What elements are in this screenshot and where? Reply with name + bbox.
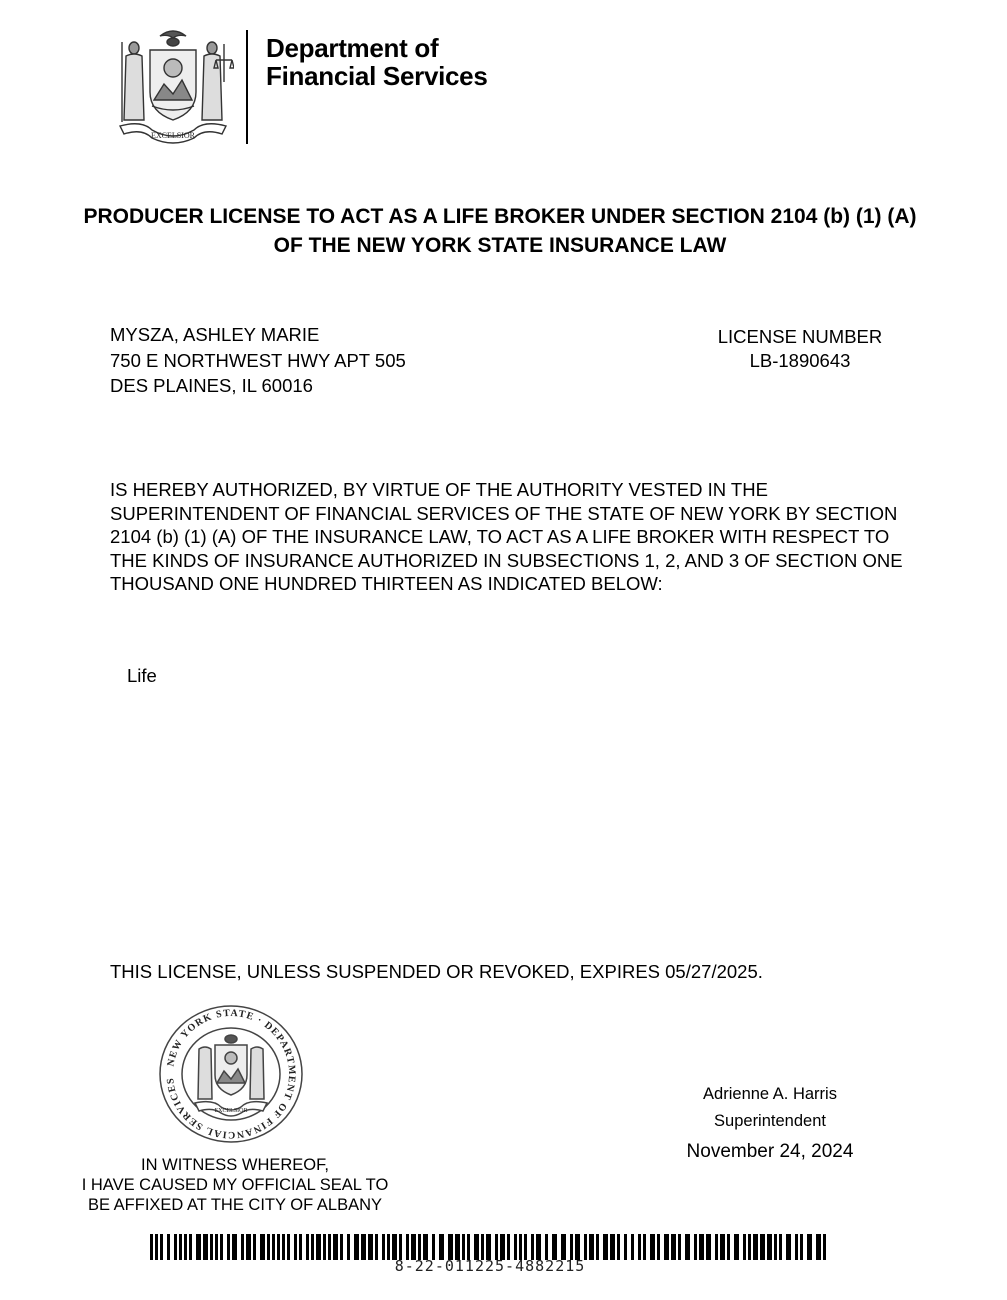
licensee-name: MYSZA, ASHLEY MARIE bbox=[110, 324, 320, 345]
license-title-line2: OF THE NEW YORK STATE INSURANCE LAW bbox=[273, 234, 727, 257]
authorization-line: IS HEREBY AUTHORIZED, BY VIRTUE OF THE AUTHORITY VESTED IN THE bbox=[110, 479, 768, 500]
issue-date: November 24, 2024 bbox=[686, 1141, 854, 1162]
authorization-line: THE KINDS OF INSURANCE AUTHORIZED IN SUBSECTIONS 1, 2, AND 3 OF SECTION ONE bbox=[110, 549, 903, 571]
barcode-number: 8-22-011225-4882215 bbox=[394, 1257, 586, 1275]
signature-block bbox=[650, 1082, 890, 1168]
nys-dfs-official-seal bbox=[157, 1003, 305, 1145]
signer-title: Superintendent bbox=[714, 1112, 826, 1130]
line-of-authority: Life bbox=[127, 665, 157, 686]
witness-line2: I HAVE CAUSED MY OFFICIAL SEAL TO bbox=[81, 1176, 389, 1194]
expiry-statement: THIS LICENSE, UNLESS SUSPENDED OR REVOKED, EXPIRES 05/27/2025. bbox=[110, 961, 763, 982]
header-divider bbox=[246, 30, 248, 144]
signer-name: Adrienne A. Harris bbox=[703, 1085, 837, 1103]
witness-line1: IN WITNESS WHEREOF, bbox=[141, 1156, 329, 1174]
department-name bbox=[266, 34, 488, 90]
header-seal-banner-text: EXCELSIOR bbox=[151, 131, 195, 140]
license-number-label: LICENSE NUMBER bbox=[717, 326, 883, 347]
footer-seal-ring-textpath: NEW YORK STATE · DEPARTMENT OF FINANCIAL SERVICES bbox=[165, 1007, 298, 1141]
department-name-line2: Financial Services bbox=[266, 61, 488, 91]
licensee-address bbox=[110, 322, 406, 399]
license-title-line1: PRODUCER LICENSE TO ACT AS A LIFE BROKER UNDER SECTION 2104 (b) (1) (A) bbox=[83, 205, 917, 228]
license-number-block bbox=[690, 325, 910, 373]
witness-statement bbox=[40, 1155, 430, 1215]
license-number-value: LB-1890643 bbox=[749, 350, 851, 371]
nys-coat-of-arms-logo bbox=[112, 22, 234, 146]
licensee-address-line1: 750 E NORTHWEST HWY APT 505 bbox=[110, 349, 406, 371]
authorization-line: THOUSAND ONE HUNDRED THIRTEEN AS INDICATED BELOW: bbox=[110, 573, 663, 594]
licensee-address-line2: DES PLAINES, IL 60016 bbox=[110, 375, 313, 396]
witness-line3: BE AFFIXED AT THE CITY OF ALBANY bbox=[87, 1196, 383, 1214]
authorization-statement bbox=[110, 478, 990, 596]
footer-seal-banner-text: EXCELSIOR bbox=[214, 1108, 248, 1114]
license-title bbox=[0, 202, 1000, 260]
authorization-line: SUPERINTENDENT OF FINANCIAL SERVICES OF THE STATE OF NEW YORK BY SECTION bbox=[110, 502, 898, 524]
department-name-line1: Department of bbox=[266, 33, 439, 63]
authorization-line: 2104 (b) (1) (A) OF THE INSURANCE LAW, TO ACT AS A LIFE BROKER WITH RESPECT TO bbox=[110, 526, 890, 547]
